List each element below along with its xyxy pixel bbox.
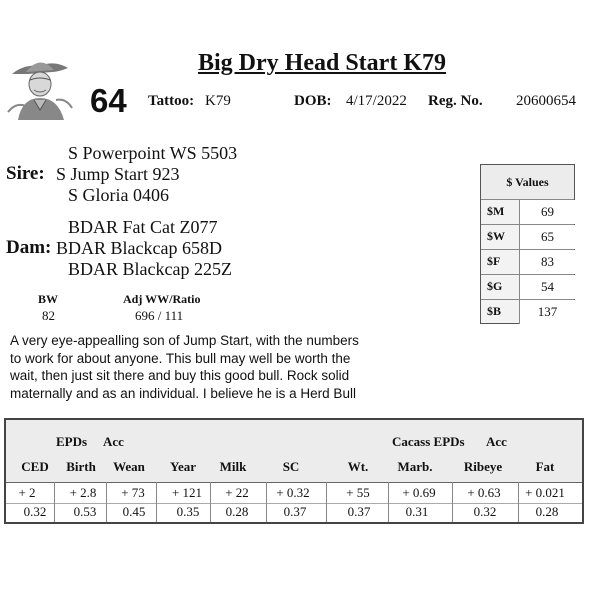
lot-number: 64 [90, 82, 127, 119]
epd-col-divider [156, 482, 157, 522]
epd-col-header: Year [170, 459, 196, 474]
epd-col-header: SC [282, 459, 300, 474]
epd-col-divider [326, 482, 327, 522]
epd-value: + 73 [121, 485, 145, 500]
dollar-value-row [481, 199, 574, 224]
tattoo-value: K79 [205, 93, 231, 109]
dam-sire: BDAR Fat Cat Z077 [68, 217, 218, 237]
dollar-values-title: $ Values [481, 165, 574, 200]
epd-col-divider [388, 482, 389, 522]
epd-value: + 2 [18, 485, 36, 500]
epd-col-divider [452, 482, 453, 522]
reg-label: Reg. No. [428, 93, 483, 109]
dollar-value-key: $B [487, 304, 502, 318]
epd-col-divider [106, 482, 107, 522]
epd-col-divider [266, 482, 267, 522]
dam-dam: BDAR Blackcap 225Z [68, 259, 232, 279]
dollar-value-key: $W [487, 229, 505, 243]
dollar-value: 54 [519, 275, 575, 299]
dollar-value: 137 [519, 300, 575, 324]
dam-name: BDAR Blackcap 658D [56, 238, 222, 258]
epd-value: + 0.69 [402, 485, 436, 500]
acc-value: 0.28 [225, 504, 249, 519]
dollar-value: 69 [519, 200, 575, 224]
dollar-value: 65 [519, 225, 575, 249]
dollar-value-row [481, 274, 574, 299]
epd-value: + 2.8 [69, 485, 97, 500]
acc-value: 0.31 [405, 504, 429, 519]
tattoo-label: Tattoo: [148, 93, 195, 109]
epd-col-header: Ribeye [463, 459, 503, 474]
bull-description: A very eye-appealling son of Jump Start, with the numbers to work for about anyone. This bull may well be worth the wait, then just sit there and buy this good bull. Rock solid maternally and as an individual. I believe he is a Herd Bull [10, 333, 359, 401]
sire-label: Sire: [6, 163, 45, 184]
dollar-value: 83 [519, 250, 575, 274]
sire-sire: S Powerpoint WS 5503 [68, 143, 238, 163]
acc-value: 0.53 [73, 504, 97, 519]
acc-value: 0.28 [535, 504, 559, 519]
dob-value: 4/17/2022 [346, 93, 407, 109]
epd-value: + 0.32 [276, 485, 310, 500]
epd-value: + 55 [346, 485, 370, 500]
bw-label: BW [38, 292, 59, 306]
dollar-value-key: $M [487, 204, 505, 218]
dollar-value-row [481, 299, 574, 324]
acc-value: 0.32 [473, 504, 497, 519]
page-title: Big Dry Head Start K79 [198, 50, 446, 76]
reg-value: 20600654 [516, 93, 576, 109]
carcass-epd-label: Cacass EPDs [392, 434, 465, 449]
epd-value: + 22 [225, 485, 249, 500]
dollar-value-row [481, 249, 574, 274]
acc-value: 0.37 [347, 504, 371, 519]
acc-value: 0.45 [122, 504, 146, 519]
epd-col-header: CED [21, 459, 49, 474]
sire-name: S Jump Start 923 [56, 164, 180, 184]
epd-col-header: Wean [113, 459, 145, 474]
acc-value: 0.35 [176, 504, 200, 519]
dollar-value-key: $F [487, 254, 501, 268]
epd-col-divider [210, 482, 211, 522]
sire-dam: S Gloria 0406 [68, 185, 169, 205]
bw-value: 82 [42, 308, 55, 323]
epd-col-divider [54, 482, 55, 522]
epd-value: + 0.63 [467, 485, 501, 500]
epd-col-header: Wt. [347, 459, 369, 474]
acc-value: 0.32 [23, 504, 47, 519]
epd-col-header: Milk [219, 459, 247, 474]
epd-col-header: Marb. [397, 459, 433, 474]
dob-label: DOB: [294, 93, 332, 109]
epd-value: + 121 [171, 485, 203, 500]
epd-group-label: EPDs [56, 434, 88, 449]
epd-col-divider [518, 482, 519, 522]
carcass-acc-label: Acc [486, 434, 507, 449]
epd-acc-label: Acc [103, 434, 124, 449]
dam-label: Dam: [6, 237, 52, 258]
acc-value: 0.37 [283, 504, 307, 519]
dollar-value-row [481, 224, 574, 249]
dollar-value-key: $G [487, 279, 503, 293]
epd-col-header: Birth [66, 459, 96, 474]
epd-row-divider [6, 503, 582, 504]
ww-label: Adj WW/Ratio [123, 292, 201, 306]
ww-value: 696 / 111 [135, 308, 184, 323]
epd-table [4, 418, 584, 524]
epd-value: + 0.021 [525, 485, 565, 500]
epd-col-header: Fat [535, 459, 555, 474]
dollar-values-table [480, 164, 575, 324]
cowboy-logo-icon [4, 50, 76, 122]
